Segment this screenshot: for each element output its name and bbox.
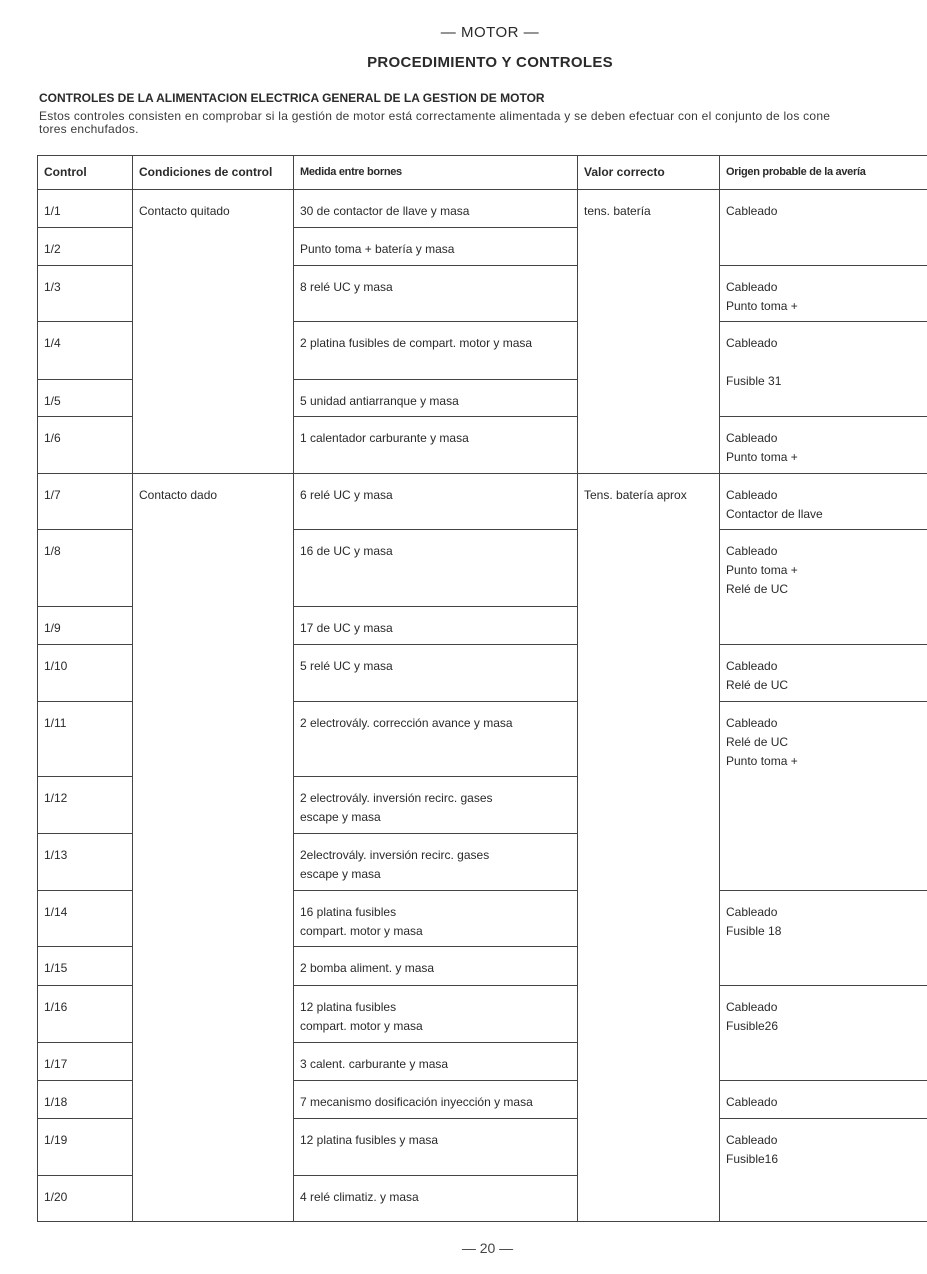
- origen-cell: Cableado: [720, 190, 927, 266]
- medida-cell: 2electrovály. inversión recirc. gases escape y masa: [294, 834, 578, 891]
- control-cell: 1/9: [38, 607, 133, 645]
- control-cell: 1/11: [38, 702, 133, 777]
- medida-cell: 5 unidad antiarranque y masa: [294, 380, 578, 417]
- origen-cell: Cableado Punto toma +: [720, 266, 927, 322]
- medida-cell: 30 de contactor de llave y masa: [294, 190, 578, 228]
- origen-cell: Cableado Punto toma + Relé de UC: [720, 530, 927, 645]
- medida-cell: 7 mecanismo dosificación inyección y masa: [294, 1081, 578, 1119]
- control-cell: 1/5: [38, 380, 133, 417]
- table-row: [38, 474, 927, 530]
- col-header-medida: Medida entre bornes: [294, 156, 578, 190]
- section-heading: — MOTOR —: [440, 24, 540, 41]
- medida-cell: 4 relé climatiz. y masa: [294, 1176, 578, 1222]
- medida-cell: 12 platina fusibles compart. motor y masa: [294, 986, 578, 1043]
- controls-table: [37, 155, 927, 1222]
- valor-cell: Tens. batería aprox: [578, 474, 720, 1222]
- control-cell: 1/1: [38, 190, 133, 228]
- table-row: [38, 190, 927, 228]
- medida-cell: Punto toma + batería y masa: [294, 228, 578, 266]
- intro-line-2: tores enchufados.: [39, 122, 139, 136]
- control-cell: 1/10: [38, 645, 133, 702]
- medida-cell: 2 electrovály. corrección avance y masa: [294, 702, 578, 777]
- origen-cell: Cableado Fusible 31: [720, 322, 927, 417]
- medida-cell: 17 de UC y masa: [294, 607, 578, 645]
- section-title: CONTROLES DE LA ALIMENTACION ELECTRICA GENERAL DE LA GESTION DE MOTOR: [39, 91, 545, 105]
- control-cell: 1/2: [38, 228, 133, 266]
- medida-cell: 16 platina fusibles compart. motor y masa: [294, 891, 578, 947]
- control-cell: 1/16: [38, 986, 133, 1043]
- control-cell: 1/19: [38, 1119, 133, 1176]
- page-number: — 20 —: [461, 1240, 514, 1256]
- control-cell: 1/14: [38, 891, 133, 947]
- medida-cell: 8 relé UC y masa: [294, 266, 578, 322]
- col-header-control: Control: [38, 156, 133, 190]
- control-cell: 1/4: [38, 322, 133, 380]
- intro-paragraph: [39, 110, 927, 136]
- condition-cell: Contacto dado: [133, 474, 294, 1222]
- intro-line-1: Estos controles consisten en comprobar si la gestión de motor está correctamente alimentada y se deben efectuar con el conjunto de los cone: [39, 109, 831, 123]
- origen-cell: Cableado Contactor de llave: [720, 474, 927, 530]
- origen-cell: Cableado: [720, 1081, 927, 1119]
- control-cell: 1/6: [38, 417, 133, 474]
- medida-cell: 1 calentador carburante y masa: [294, 417, 578, 474]
- medida-cell: 3 calent. carburante y masa: [294, 1043, 578, 1081]
- medida-cell: 2 platina fusibles de compart. motor y masa: [294, 322, 578, 380]
- control-cell: 1/7: [38, 474, 133, 530]
- valor-cell: tens. batería: [578, 190, 720, 474]
- control-cell: 1/3: [38, 266, 133, 322]
- medida-cell: 16 de UC y masa: [294, 530, 578, 607]
- origen-cell: Cableado Punto toma +: [720, 417, 927, 474]
- col-header-condiciones: Condiciones de control: [133, 156, 294, 190]
- medida-cell: 2 electrovály. inversión recirc. gases escape y masa: [294, 777, 578, 834]
- origen-cell: Cableado Fusible16: [720, 1119, 927, 1222]
- origen-cell: Cableado Relé de UC: [720, 645, 927, 702]
- page-title: PROCEDIMIENTO Y CONTROLES: [367, 54, 613, 71]
- col-header-origen: Origen probable de la avería: [720, 156, 927, 190]
- control-cell: 1/20: [38, 1176, 133, 1222]
- control-cell: 1/12: [38, 777, 133, 834]
- medida-cell: 6 relé UC y masa: [294, 474, 578, 530]
- col-header-valor: Valor correcto: [578, 156, 720, 190]
- control-cell: 1/8: [38, 530, 133, 607]
- condition-cell: Contacto quitado: [133, 190, 294, 474]
- medida-cell: 12 platina fusibles y masa: [294, 1119, 578, 1176]
- control-cell: 1/13: [38, 834, 133, 891]
- origen-cell: Cableado Fusible 18: [720, 891, 927, 986]
- medida-cell: 2 bomba aliment. y masa: [294, 947, 578, 986]
- origen-cell: Cableado Fusible26: [720, 986, 927, 1081]
- origen-cell: Cableado Relé de UC Punto toma +: [720, 702, 927, 891]
- medida-cell: 5 relé UC y masa: [294, 645, 578, 702]
- control-cell: 1/15: [38, 947, 133, 986]
- table-header-row: [38, 156, 927, 190]
- control-cell: 1/18: [38, 1081, 133, 1119]
- control-cell: 1/17: [38, 1043, 133, 1081]
